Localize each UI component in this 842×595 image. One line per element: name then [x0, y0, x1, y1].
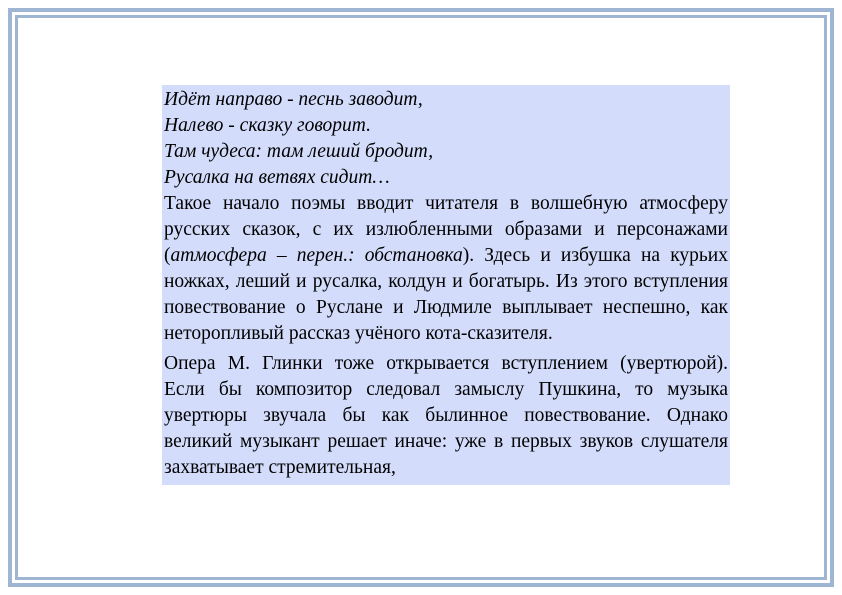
paragraph-intro-text-end: ). Здесь и избушка на курьих ножках, леший и русалка, колдун и богатырь. Из этого вступления повествование о Руслане и Людмиле выплывает неспешно, как неторопливый рассказ учёного кота-сказителя. [164, 245, 728, 344]
paragraph-intro-definition: атмосфера – перен.: обстановка [170, 245, 463, 266]
paragraph-intro [164, 191, 728, 347]
verse-quote [164, 87, 728, 191]
verse-line: Русалка на ветвях сидит… [164, 167, 390, 188]
verse-line: Там чудеса: там леший бродит, [164, 141, 434, 162]
verse-line: Налево - сказку говорит. [164, 115, 371, 136]
verse-line: Идёт направо - песнь заводит, [164, 89, 423, 110]
text-block [162, 85, 730, 485]
paragraph-intro-text-start: Такое начало поэмы вводит читателя в волшебную атмосферу русских сказок, с их излюбленными образами и персонажами ( [164, 193, 728, 266]
paragraph-opera: Опера М. Глинки тоже открывается вступлением (увертюрой). Если бы композитор следовал замыслу Пушкина, то музыка увертюры звучала бы как былинное повествование. Однако великий музыкант решает иначе: уже в первых звуков слушателя захватывает стремительная, [164, 353, 728, 478]
